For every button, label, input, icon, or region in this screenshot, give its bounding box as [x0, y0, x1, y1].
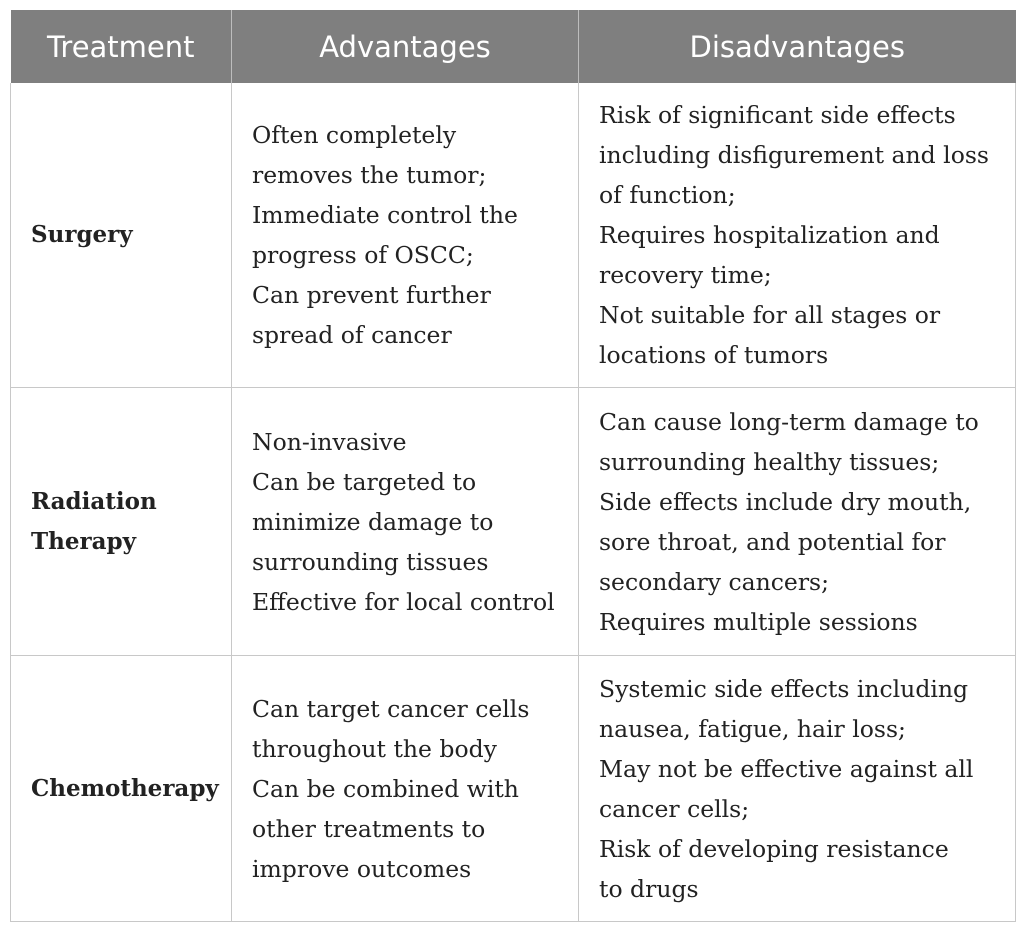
- advantage-line: improve outcomes: [252, 854, 472, 883]
- advantage-line: Effective for local control: [252, 587, 555, 616]
- advantage-line: minimize damage to: [252, 507, 494, 536]
- advantage-line: Often completely: [252, 121, 457, 149]
- disadvantages-cell: [579, 656, 1016, 922]
- table-row: [11, 388, 1016, 656]
- treatment-cell: [11, 83, 232, 388]
- disadvantage-line: Not suitable for all stages or: [599, 301, 941, 329]
- disadvantages-cell: [579, 388, 1016, 656]
- disadvantage-line: Risk of developing resistance: [599, 834, 949, 863]
- advantage-line: Non-invasive: [252, 427, 407, 456]
- advantage-line: progress of OSCC;: [252, 241, 474, 269]
- advantage-line: Can be combined with: [252, 774, 519, 803]
- treatment-cell: [11, 656, 232, 922]
- disadvantage-line: nausea, fatigue, hair loss;: [599, 714, 906, 743]
- disadvantage-line: including disfigurement and loss: [599, 141, 989, 169]
- disadvantages-cell: [579, 83, 1016, 388]
- advantages-cell: [232, 83, 579, 388]
- advantage-line: Can target cancer cells: [252, 694, 530, 723]
- disadvantage-line: to drugs: [599, 874, 699, 903]
- disadvantage-line: sore throat, and potential for: [599, 527, 946, 556]
- advantage-line: removes the tumor;: [252, 161, 487, 189]
- treatment-name-line: Radiation: [31, 487, 157, 515]
- disadvantage-line: Systemic side effects including: [599, 674, 969, 703]
- advantages-cell: [232, 388, 579, 656]
- advantage-line: Can be targeted to: [252, 467, 477, 496]
- table-row: [11, 656, 1016, 922]
- treatment-name-line: Chemotherapy: [31, 774, 219, 802]
- header-advantages: Advantages: [232, 10, 579, 83]
- disadvantage-line: Can cause long-term damage to: [599, 407, 979, 436]
- header-disadvantages: Disadvantages: [579, 10, 1016, 83]
- disadvantage-line: secondary cancers;: [599, 567, 830, 596]
- advantage-line: other treatments to: [252, 814, 486, 843]
- advantage-line: Can prevent further: [252, 281, 491, 309]
- treatment-comparison-table: [10, 10, 1016, 922]
- treatment-name-line: Therapy: [31, 527, 136, 555]
- disadvantage-line: Side effects include dry mouth,: [599, 487, 972, 516]
- disadvantage-line: of function;: [599, 181, 736, 209]
- disadvantage-line: cancer cells;: [599, 794, 750, 823]
- disadvantage-line: recovery time;: [599, 261, 772, 289]
- disadvantage-line: locations of tumors: [599, 341, 829, 369]
- disadvantage-line: May not be effective against all: [599, 754, 974, 783]
- disadvantage-line: Requires multiple sessions: [599, 607, 918, 636]
- advantage-line: spread of cancer: [252, 321, 452, 349]
- treatment-cell: [11, 388, 232, 656]
- table-row: [11, 83, 1016, 388]
- advantage-line: throughout the body: [252, 734, 497, 763]
- treatment-name-line: Surgery: [31, 221, 133, 248]
- advantage-line: Immediate control the: [252, 201, 518, 229]
- treatment-comparison-table-container: [10, 10, 1015, 922]
- table-header: [11, 10, 1016, 83]
- disadvantage-line: surrounding healthy tissues;: [599, 447, 940, 476]
- advantage-line: surrounding tissues: [252, 547, 489, 576]
- table-body: [11, 83, 1016, 922]
- disadvantage-line: Risk of significant side effects: [599, 101, 956, 129]
- header-treatment: Treatment: [11, 10, 232, 83]
- disadvantage-line: Requires hospitalization and: [599, 221, 940, 249]
- advantages-cell: [232, 656, 579, 922]
- header-row: [11, 10, 1016, 83]
